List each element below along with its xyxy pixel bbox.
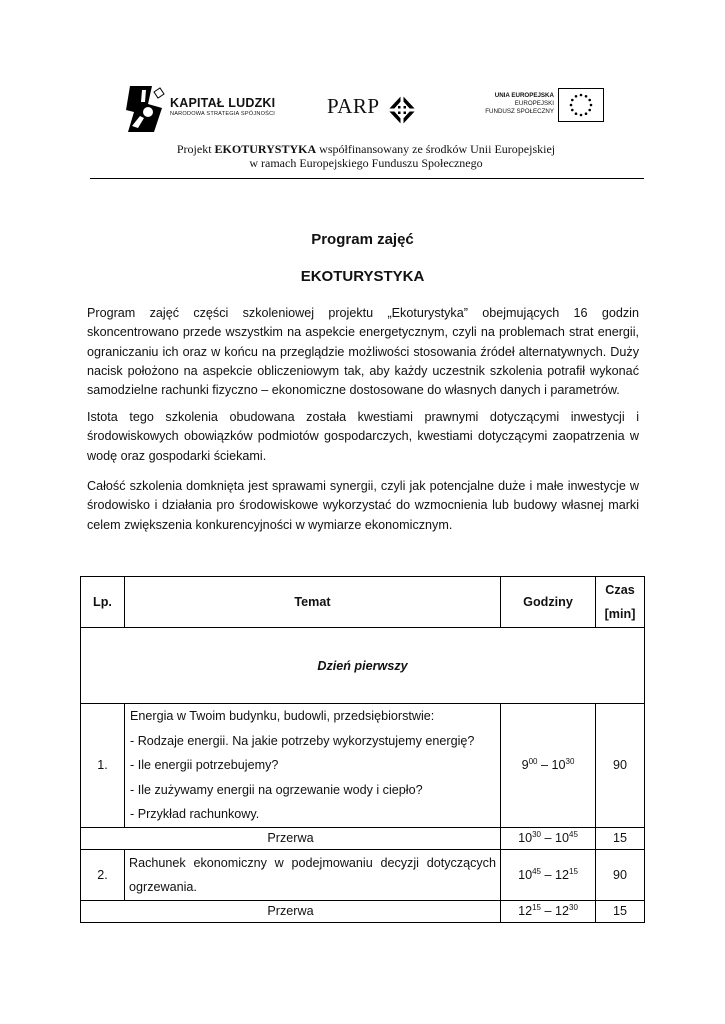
header-czas	[596, 577, 645, 628]
row1-topic-line: - Przykład rachunkowy.	[130, 807, 260, 821]
kapital-ludzki-emblem-icon	[124, 82, 168, 134]
kapital-ludzki-logo	[124, 82, 284, 134]
header-divider	[90, 178, 644, 179]
row1-hours: $9^{00} - 10^{30}$	[501, 704, 596, 828]
row2-topic: Rachunek ekonomiczny w podejmowaniu decyzji dotyczących ogrzewania.	[125, 849, 501, 900]
break1-duration: 15	[596, 827, 645, 849]
row1-lp: 1.	[81, 704, 125, 828]
day-label: Dzień pierwszy	[81, 628, 645, 704]
eu-flag-icon	[558, 88, 604, 122]
project-name: EKOTURYSTYKA	[214, 142, 317, 156]
project-line-2: w ramach Europejskiego Funduszu Społecznego	[249, 156, 483, 170]
break2-hours: $12^{15} - 12^{30}$	[501, 900, 596, 922]
day-row	[81, 628, 645, 704]
eu-line-3: FUNDUSZ SPOŁECZNY	[485, 108, 554, 116]
row1-topic-line: - Ile zużywamy energii na ogrzewanie wody i ciepło?	[130, 782, 423, 797]
table-row	[81, 704, 645, 828]
project-statement	[90, 142, 642, 170]
header-lp: Lp.	[81, 577, 125, 628]
project-prefix: Projekt	[176, 142, 215, 156]
eu-line-1: UNIA EUROPEJSKA	[494, 92, 554, 99]
break2-label: Przerwa	[81, 900, 501, 922]
header-czas-line1: Czas	[605, 583, 635, 597]
table-header-row	[81, 577, 645, 628]
break-row	[81, 827, 645, 849]
row1-topic	[125, 704, 501, 828]
header-godziny: Godziny	[501, 577, 596, 628]
schedule-table	[80, 576, 645, 923]
row1-duration: 90	[596, 704, 645, 828]
table-row	[81, 849, 645, 900]
row2-hours: $10^{45} - 12^{15}$	[501, 849, 596, 900]
kapital-ludzki-title: KAPITAŁ LUDZKI	[170, 96, 276, 110]
logo-bar	[0, 80, 725, 140]
row2-duration: 90	[596, 849, 645, 900]
header-temat: Temat	[125, 577, 501, 628]
row1-topic-line: Energia w Twoim budynku, budowli, przedsiębiorstwie:	[130, 709, 435, 723]
parp-logo-text: PARP	[327, 94, 380, 118]
eu-line-2: EUROPEJSKI	[514, 100, 554, 108]
break2-duration: 15	[596, 900, 645, 922]
page-subtitle: EKOTURYSTYKA	[300, 268, 425, 285]
parp-logo	[327, 94, 422, 126]
row1-topic-line: - Rodzaje energii. Na jakie potrzeby wykorzystujemy energię?	[130, 733, 475, 748]
header-czas-line2: [min]	[604, 607, 636, 621]
intro-paragraph-1: Program zajęć części szkoleniowej projektu „Ekoturystyka” obejmujących 16 godzin skoncentrowano przede wszystkim na aspekcie energetycznym, czyli na problemach strat energii, ograniczaniu ich oraz w końcu na przeglądzie możliwości stosowania źródeł alternatywnych. Duży nacisk położono na aspekcie obliczeniowym tak, aby każdy uczestnik szkolenia potrafił wykonać samodzielne rachunki fizyczno – ekonomiczne dostosowane do własnych danych i parametrów.	[87, 306, 639, 398]
break1-hours: $10^{30} - 10^{45}$	[501, 827, 596, 849]
row2-lp: 2.	[81, 849, 125, 900]
eu-logo	[468, 88, 604, 134]
break-row	[81, 900, 645, 922]
break1-label: Przerwa	[81, 827, 501, 849]
project-suffix: współfinansowany ze środków Unii Europejskiej	[316, 142, 556, 156]
parp-emblem-icon	[387, 94, 417, 126]
intro-paragraph-3: Całość szkolenia domknięta jest sprawami synergii, czyli jak potencjalne duże i małe inwestycje w środowisko i działania pro środowiskowe wykorzystać do wzmocnienia lub budowy własnej marki celem zwiększenia konkurencyjności w wymiarze ekonomicznym.	[87, 479, 639, 532]
row1-topic-line: - Ile energii potrzebujemy?	[130, 758, 279, 772]
page-title: Program zajęć	[311, 231, 414, 248]
kapital-ludzki-subtitle: NARODOWA STRATEGIA SPÓJNOŚCI	[170, 111, 276, 117]
intro-paragraph-2: Istota tego szkolenia obudowana została kwestiami prawnymi dotyczącymi inwestycji i środowiskowych obowiązków podmiotów gospodarczych, kwestiami dotyczącymi zaopatrzenia w wodę oraz gospodarki ściekami.	[87, 410, 639, 463]
